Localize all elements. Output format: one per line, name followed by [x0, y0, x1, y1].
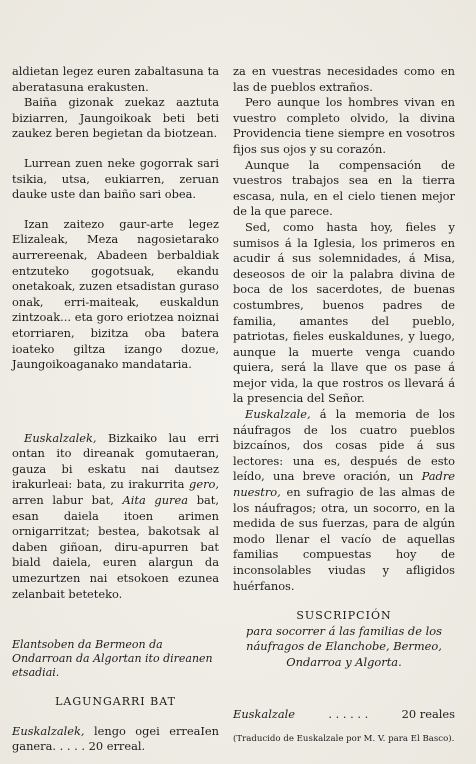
- left-p5-text-a: Bizkaiko lau erri ontan ito direanak gomutaeran, gauza bi eskatu nai dautsez irakurleai: bata, zu irakurrita: [12, 430, 219, 492]
- left-column-basque: [12, 64, 219, 755]
- left-paragraph-2: Baiña gizonak zuekaz aaztuta biziarren, Jaungoikoak beti beti zaukez beren begietan da biotzean.: [12, 95, 219, 141]
- subscription-amount: 20 reales: [401, 706, 455, 721]
- left-paragraph-5: [12, 431, 219, 603]
- left-p5-aita-gurea: Aita gurea: [122, 493, 189, 508]
- subscription-donor-name: Euskalzale: [233, 706, 296, 721]
- left-p5-gero: gero,: [189, 477, 219, 492]
- left-p5-text-c: bat, esan daiela itoen arimen ornigarritzat; bestea, bakotsak al daben giñoan, diru-apurren bat biald daiela, euren alargun da umezurtzen nai etsokoen ezunea zelanbait beteteko.: [12, 493, 219, 601]
- helper-donor-name: Euskalzalek,: [12, 723, 85, 738]
- right-paragraph-1: za en vuestras necesidades como en las de pueblos extraños.: [233, 64, 455, 94]
- right-p5-text-b: en sufragio de las almas de los náufragos; otra, un socorro, en la medida de sus fuerzas, para de algún modo llenar el vacío de aquellas familias compuestas hoy de inconsolables viudas y afligidos huérfanos.: [233, 485, 455, 593]
- subscription-dots: . . . . . .: [328, 706, 369, 721]
- euskalzalek-label: Euskalzalek,: [24, 430, 97, 445]
- left-paragraph-4: Izan zaitezo gaur-arte legez Elizaleak, Meza nagosietarako aurrereenak, Abadeen berbaldiak entzuteko gogotsuak, ekandu onetakoak, zuzen etsadistan guraso onak, erri-maiteak, euskaldun zintzoak... eta goro eriotzea noiznai etorriaren, bizitza oba batera ioateko giltza izango dozue, Jaungoikoaganako mandataria.: [12, 216, 219, 372]
- right-p5-text-a: á la memoria de los náufragos de los cuatro pueblos bizcaínos, dos cosas pide á sus lectores: una es, después de esto leído, una breve oración, un: [233, 407, 455, 484]
- right-paragraph-4: Sed, como hasta hoy, fieles y sumisos á la Iglesia, los primeros en acudir á sus solemnidades, á Misa, deseosos de oir la palabra divina de boca de los sacerdotes, de buenas costumbres, buenos padres de familia, amantes del pueblo, patriotas, fieles euskaldunes, y luego, aunque la muerte venga cuando quiera, será la llave que os pase á mejor vida, la que rostros os llevará á la presencia del Señor.: [233, 219, 455, 406]
- right-paragraph-3: Aunque la compensación de vuestros trabajos sea en la tierra escasa, nula, en el cielo tienen mejor de la que parece.: [233, 157, 455, 219]
- right-column-spanish: [233, 64, 455, 745]
- euskalzale-label: Euskalzale,: [245, 407, 311, 422]
- right-p5-padre-nuestro: Padre nuestro,: [233, 469, 455, 500]
- dedication-signature: Elantsoben da Bermeon da Ondarroan da Algortan ito direanen etsadiai.: [12, 638, 213, 680]
- right-paragraph-2: Pero aunque los hombres vivan en vuestro completo olvido, la divina Providencia tiene siempre en vosotros fijos sus ojos y su corazón.: [233, 95, 455, 156]
- translation-note: (Traducido de Euskalzale por M. V. para El Basco).: [233, 734, 455, 745]
- left-paragraph-3: Lurrean zuen neke gogorrak sari tsikia, utsa, eukiarren, zeruan dauke uste dan baiño sari obea.: [12, 155, 219, 202]
- subscription-title: SUSCRIPCIÓN: [296, 609, 392, 623]
- left-paragraph-1: aldietan legez euren zabaltasuna ta aberatasuna erakusten.: [12, 64, 219, 94]
- subscription-entry: [233, 707, 455, 723]
- helper-heading: LAGUNGARRI BAT: [55, 695, 176, 709]
- subscription-subtitle: para socorrer á las familias de los náufragos de Elanchobe, Bermeo, Ondarroa y Algorta.: [246, 623, 442, 669]
- right-paragraph-5: [233, 407, 455, 594]
- left-p5-text-b: arren labur bat,: [12, 493, 123, 508]
- helper-entry: [12, 724, 219, 755]
- helper-donor-text: lengo ogei erreaIen ganera. . . . . 20 erreal.: [12, 723, 219, 754]
